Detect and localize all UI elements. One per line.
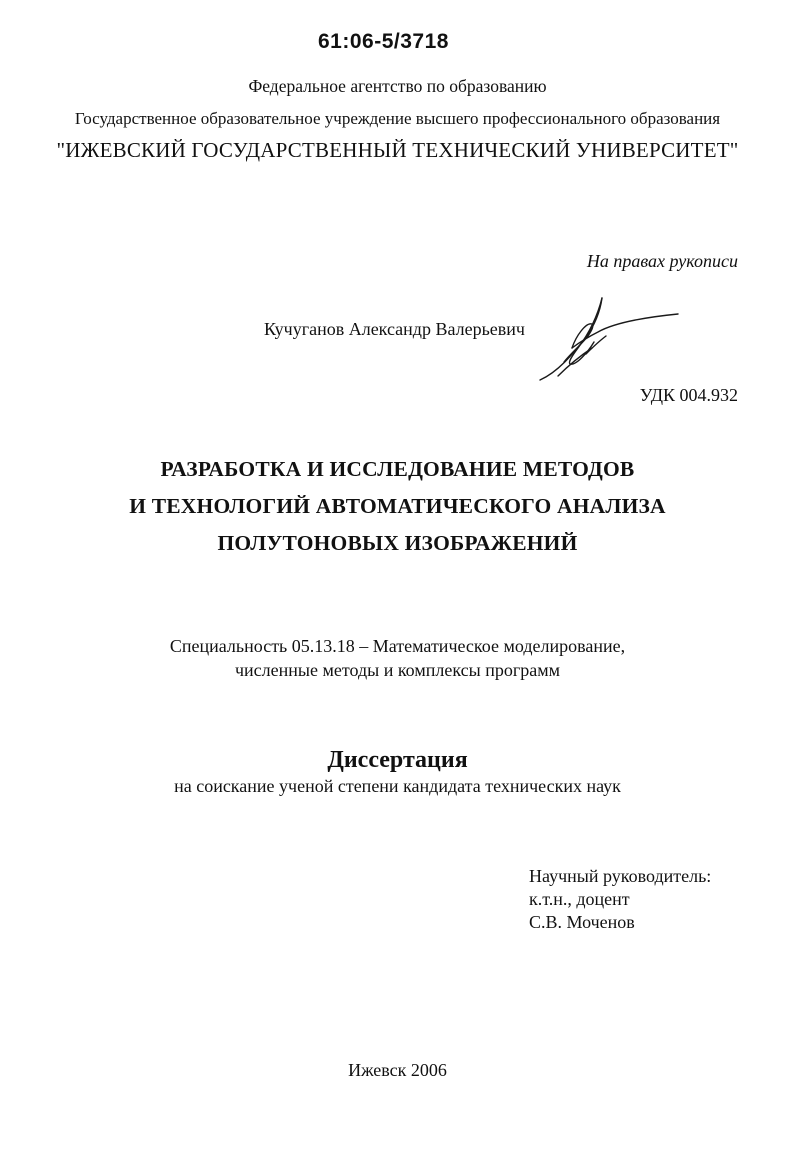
- supervisor-name: С.В. Моченов: [529, 912, 635, 932]
- catalog-number: 61:06-5/3718: [318, 30, 449, 53]
- city-year: Ижевск 2006: [348, 1060, 447, 1080]
- dissertation-subtitle: на соискание ученой степени кандидата технических наук: [174, 776, 621, 796]
- udk-code: УДК 004.932: [639, 385, 738, 405]
- dissertation-title: [0, 451, 795, 562]
- author-name: Кучуганов Александр Валерьевич: [264, 319, 525, 339]
- signature-icon: [528, 292, 688, 387]
- university-name: "ИЖЕВСКИЙ ГОСУДАРСТВЕННЫЙ ТЕХНИЧЕСКИЙ УНИВЕРСИТЕТ": [56, 138, 739, 162]
- specialty-line: Специальность 05.13.18 – Математическое моделирование,: [169, 636, 626, 656]
- specialty-line: численные методы и комплексы программ: [234, 660, 561, 680]
- title-line: РАЗРАБОТКА И ИССЛЕДОВАНИЕ МЕТОДОВ: [160, 457, 635, 481]
- title-line: ПОЛУТОНОВЫХ ИЗОБРАЖЕНИЙ: [217, 531, 578, 555]
- institution-name: Государственное образовательное учреждение высшего профессионального образования: [74, 109, 721, 128]
- specialty: [0, 634, 795, 682]
- supervisor-label: Научный руководитель:: [529, 866, 712, 886]
- supervisor-degree: к.т.н., доцент: [529, 889, 630, 909]
- dissertation-heading: Диссертация: [327, 747, 468, 773]
- supervisor-block: [529, 865, 711, 934]
- manuscript-rights-note: На правах рукописи: [586, 251, 738, 271]
- title-line: И ТЕХНОЛОГИЙ АВТОМАТИЧЕСКОГО АНАЛИЗА: [129, 494, 666, 518]
- agency-name: Федеральное агентство по образованию: [248, 76, 547, 96]
